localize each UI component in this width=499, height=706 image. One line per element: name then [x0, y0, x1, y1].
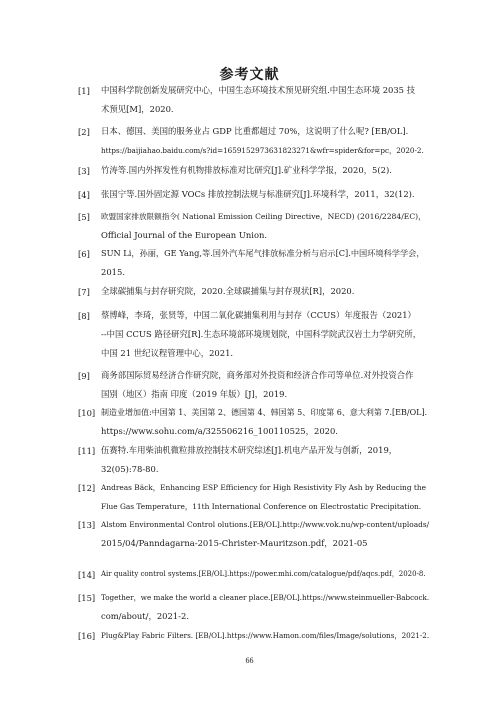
reference-text-line: 全球碳捕集与封存研究院，2020.全球碳捕集与封存现状[R]，2020. [101, 286, 355, 296]
reference-text-line: 术预见[M]，2020. [101, 104, 174, 114]
reference-number: [14] [78, 570, 96, 580]
reference-text-line: 32(05):78-80. [101, 464, 159, 474]
reference-text-line: Andreas Bäck，Enhancing ESP Efficiency for High Resistivity Fly Ash by Reducing the [101, 483, 427, 492]
reference-text-line: 制造业增加值:中国第 1、美国第 2、德国第 4、韩国第 5、印度第 6、意大利第 7.[EB/OL]. [101, 408, 428, 417]
reference-text-line: SUN Li，孙丽，GE Yang,等.国外汽车尾气排放标准分析与启示[C].中国环境科学学会， [101, 248, 425, 258]
reference-text-line: Air quality control systems.[EB/OL].https://power.mhi.com/catalogue/pdf/aqcs.pdf，2020-8. [101, 570, 426, 578]
reference-text-line: Official Journal of the European Union. [101, 230, 268, 240]
reference-text-line: 蔡博峰，李琦，张贤等，中国二氧化碳捕集利用与封存（CCUS）年度报告（2021） [101, 310, 416, 320]
reference-text-line: 中国科学院创新发展研究中心，中国生态环境技术预见研究组.中国生态环境 2035 技 [101, 85, 416, 95]
reference-number: [13] [78, 520, 96, 530]
reference-number: [3] [78, 166, 90, 176]
reference-number: [8] [78, 311, 90, 321]
reference-text-line: 2015. [101, 267, 125, 277]
reference-text-line: --中国 CCUS 路径研究[R].生态环境部环境规划院，中国科学院武汉岩土力学研究所， [101, 329, 422, 339]
reference-number: [15] [78, 593, 96, 603]
reference-number: [7] [78, 287, 90, 297]
reference-text-line: 竹涛等.国内外挥发性有机物排放标准对比研究[J].矿业科学学报，2020，5(2). [101, 165, 392, 175]
reference-text-line: 商务部国际贸易经济合作研究院，商务部对外投资和经济合作司等单位.对外投资合作 [101, 370, 414, 380]
reference-number: [11] [78, 446, 96, 456]
page-number: 66 [245, 656, 254, 665]
reference-text-line: Plug&Play Fabric Filters. [EB/OL].https://www.Hamon.com/files/Image/solutions，2021-2. [101, 631, 430, 640]
reference-text-line: Alstom Environmental Control olutions.[EB/OL].http://www.vok.nu/wp-content/uploads/ [101, 520, 430, 529]
reference-text-line: https://baijiahao.baidu.com/s?id=1659152973631823271&wfr=spider&for=pc，2020-2. [101, 146, 424, 155]
reference-text-line: 伍赛特.车用柴油机微粒排放控制技术研究综述[J].机电产品开发与创新，2019， [101, 445, 398, 455]
reference-text-line: 张国宁等.国外固定源 VOCs 排放控制法规与标准研究[J].环境科学，2011，32(12). [101, 189, 415, 199]
reference-number: [10] [78, 408, 96, 418]
reference-text-line: 日本、德国、美国的服务业占 GDP 比重都超过 70%，这说明了什么呢? [EB/OL]. [101, 126, 409, 136]
reference-number: [1] [78, 86, 90, 96]
reference-text-line: 欧盟国家排放限额指令( National Emission Ceiling Directive，NECD) (2016/2284/EC)， [101, 212, 426, 221]
reference-text-line: 2015/04/Panndagarna-2015-Christer-Mauritzson.pdf，2021-05 [101, 538, 368, 548]
reference-text-line: com/about/，2021-2. [101, 611, 189, 621]
reference-number: [4] [78, 190, 90, 200]
reference-number: [2] [78, 127, 90, 137]
reference-text-line: Flue Gas Temperature，11th International Conference on Electrostatic Precipitation. [101, 502, 422, 511]
reference-text-line: 国别（地区）指南 印度（2019 年版）[J]，2019. [101, 389, 288, 399]
page-title: 参考文献 [219, 67, 280, 83]
reference-text-line: Together，we make the world a cleaner place.[EB/OL].https://www.steinmueller-Babcock. [101, 593, 430, 602]
reference-number: [16] [78, 631, 96, 641]
reference-number: [12] [78, 483, 96, 493]
reference-number: [9] [78, 371, 90, 381]
reference-text-line: 中国 21 世纪议程管理中心，2021. [101, 348, 234, 358]
reference-number: [6] [78, 249, 90, 259]
reference-number: [5] [78, 212, 90, 222]
reference-text-line: https://www.sohu.com/a/325506216_100110525，2020. [101, 426, 338, 436]
